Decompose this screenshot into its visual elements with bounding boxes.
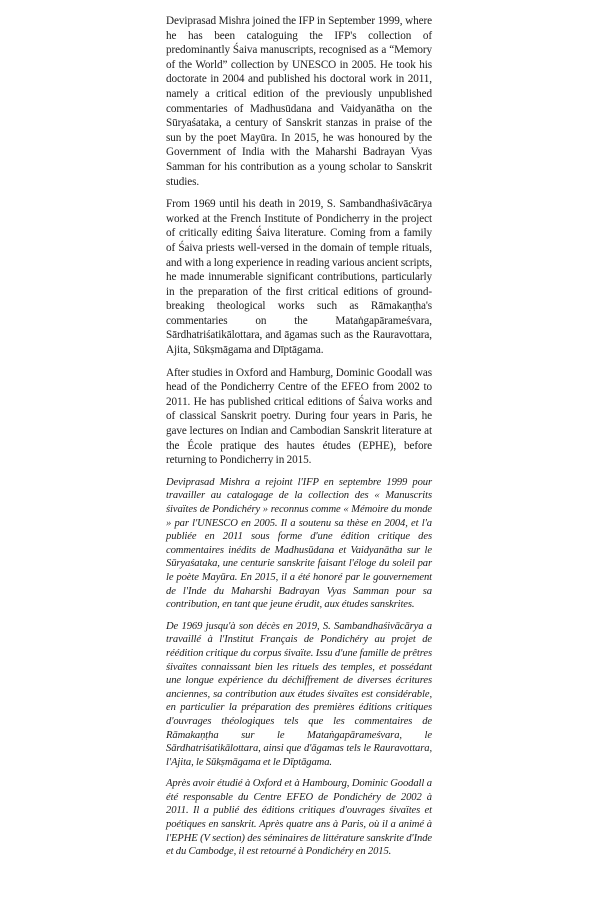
bio-paragraph-mishra-en: Deviprasad Mishra joined the IFP in September 1999, where he has been cataloguing the IFP's collection of predominantly Śaiva manuscripts, recognised as a “Memory of the World” collection by UNESCO in 2005. He took his doctorate in 2004 and published his doctoral work in 2011, namely a critical edition of the previously unpublished commentaries of Madhusūdana and Vaidyanātha on the Sūryaśataka, a century of Sanskrit stanzas in praise of the sun by the poet Mayūra. In 2015, he was honoured by the Government of India with the Maharshi Badrayan Vyas Samman for his contribution as a young scholar to Sanskrit studies. [166,15,432,188]
bio-paragraph-sambandhasivacarya-en: From 1969 until his death in 2019, S. Sambandhaśivācārya worked at the French Institute of Pondicherry in the project of critically editing Śaiva literature. Coming from a family of Śaiva priests well-versed in the domain of temple rituals, and with a long experience in reading various ancient scripts, he made innumerable significant contributions, particularly in the preparation of the first critical editions of ground-breaking theological works such as Rāmakaṇṭha's commentaries on the Mataṅgapārameśvara, Sārdhatriśatikālottara, and āgamas such as the Rauravottara, Ajita, Sūkṣmāgama and Dīptāgama. [166,198,433,357]
bio-paragraph-sambandhasivacarya-fr: De 1969 jusqu'à son décès en 2019, S. Sambandhaśivācārya a travaillé à l'Institut Français de Pondichéry au projet de réédition critique du corpus śivaïte. Issu d'une famille de prêtres śivaïtes connaissant bien les rituels des temples, et possédant une longue expérience du déchiffrement de diverses écritures anciennes, sa contribution aux études śivaïtes est considérable, en particulier la préparation des premières éditions critiques d'ouvrages théologiques tels que les commentaires de Rāmakaṇṭha sur le Mataṅgapārameśvara, le Sārdhatriśatikālottara, ainsi que d'āgamas tels le Rauravottara, l'Ajita, le Sūkṣmāgama et le Dīptāgama. [166,620,432,768]
biographies-text-block [166,14,432,859]
bio-paragraph-mishra-fr: Deviprasad Mishra a rejoint l'IFP en septembre 1999 pour travailler au catalogage de la collection des « Manuscrits śivaïtes de Pondichéry » reconnus comme « Mémoire du monde » par l'UNESCO en 2005. Il a soutenu sa thèse en 2004, et l'a publiée en 2011 sous forme d'une édition critique des commentaires inédits de Madhusūdana et Vaidyanātha sur le Sūryaśataka, une centurie sanskrite faisant l'éloge du soleil par le poète Mayūra. En 2015, il a été honoré par le gouvernement de l'Inde du Maharshi Badrayan Vyas Samman pour sa contribution, en tant que jeune érudit, aux études sanskrites. [166,476,432,611]
bio-paragraph-goodall-en: After studies in Oxford and Hamburg, Dominic Goodall was head of the Pondicherry Centre of the EFEO from 2002 to 2011. He has published critical editions of Śaiva works and of classical Sanskrit poetry. During four years in Paris, he gave lectures on Indian and Cambodian Sanskrit literature at the École pratique des hautes études (EPHE), before returning to Pondicherry in 2015. [166,366,432,467]
bio-paragraph-goodall-fr: Après avoir étudié à Oxford et à Hambourg, Dominic Goodall a été responsable du Centre EFEO de Pondichéry de 2002 à 2011. Il a publié des éditions critiques d'ouvrages śivaïtes et poétiques en sanskrit. Après quatre ans à Paris, où il a animé à l'EPHE (V section) des séminaires de littérature sanskrite d'Inde et du Cambodge, il est retourné à Pondichéry en 2015. [166,778,432,858]
